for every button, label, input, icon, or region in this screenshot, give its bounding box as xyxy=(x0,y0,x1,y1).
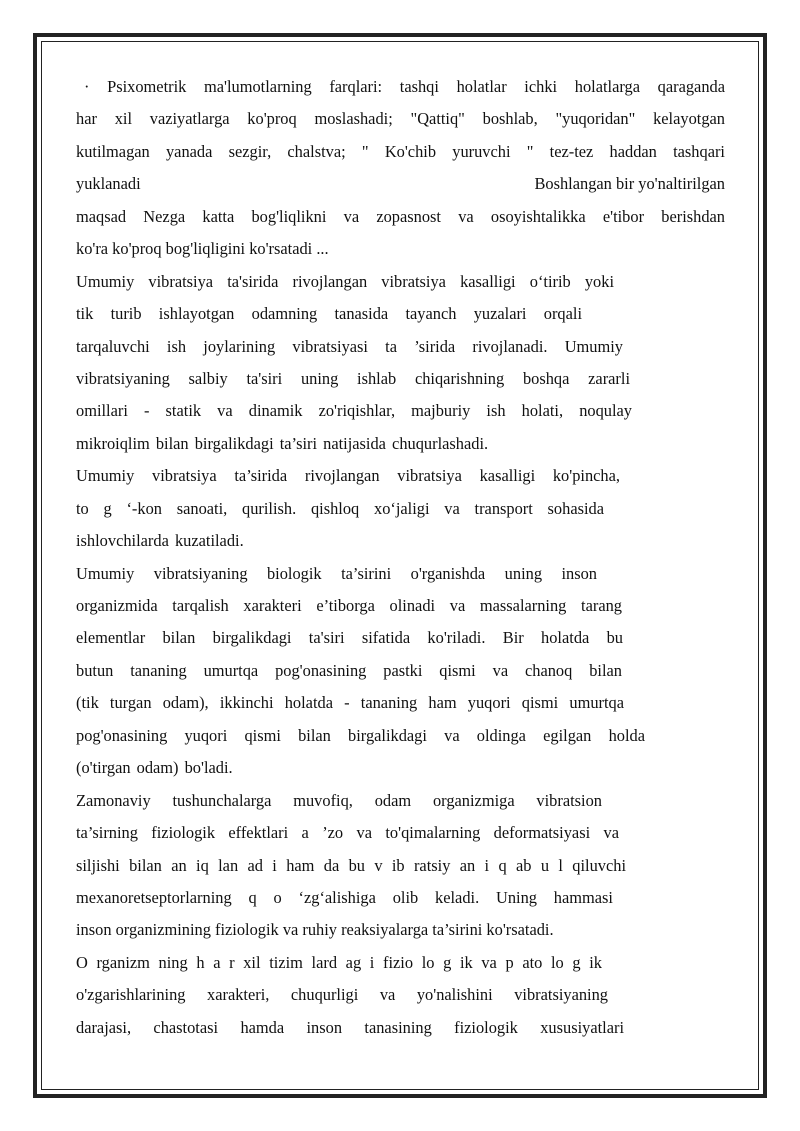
text-line: vibratsiyaning salbiy ta'siri uning ishlab chiqarishning boshqa zararli xyxy=(76,368,630,388)
text-line: Umumiy vibratsiyaning biologik ta’sirini o'rganishda uning inson xyxy=(76,563,597,583)
text-line: · Psixometrik ma'lumotlarning farqlari: tashqi holatlar ichki holatlarga qaraganda xyxy=(84,77,725,96)
text-line: mikroiqlim bilan birgalikdagi ta’siri natijasida chuqurlashadi. xyxy=(76,433,489,453)
text-line xyxy=(76,168,725,200)
text-line: O rganizm ning h a r xil tizim lard ag i fizio lo g ik va p ato lo g ik xyxy=(76,952,602,972)
text-line: darajasi, chastotasi hamda inson tanasining fiziologik xususiyatlari xyxy=(76,1017,624,1037)
text-line: organizmida tarqalish xarakteri e’tiborga olinadi va massalarning tarang xyxy=(76,596,622,615)
text-line: inson organizmining fiziologik va ruhiy reaksiyalarga ta’sirini ko'rsatadi. xyxy=(76,920,554,940)
text-line: ko'ra ko'proq bog'liqligini ko'rsatadi ... xyxy=(76,239,329,259)
text-line: to g ‘-kon sanoati, qurilish. qishloq xo‘jaligi va transport sohasida xyxy=(76,498,604,518)
text-line: mexanoretseptorlarning q o ‘zg‘alishiga olib keladi. Uning hammasi xyxy=(76,887,613,907)
text-line: pog'onasining yuqori qismi bilan birgalikdagi va oldinga egilgan holda xyxy=(76,725,645,745)
text-fragment: Boshlangan bir yo'naltirilgan xyxy=(534,174,725,194)
text-line: siljishi bilan an iq lan ad i ham da bu v ib ratsiy an i q ab u l qiluvchi xyxy=(76,855,626,875)
text-fragment: yuklanadi xyxy=(76,174,141,194)
text-line: butun tananing umurtqa pog'onasining pastki qismi va chanoq bilan xyxy=(76,660,622,680)
text-line: Zamonaviy tushunchalarga muvofiq, odam organizmiga vibratsion xyxy=(76,790,602,810)
text-line: tarqaluvchi ish joylarining vibratsiyasi ta ’sirida rivojlanadi. Umumiy xyxy=(76,336,623,356)
text-line: o'zgarishlarining xarakteri, chuqurligi va yo'nalishini vibratsiyaning xyxy=(76,985,608,1005)
text-line: (o'tirgan odam) bo'ladi. xyxy=(76,758,233,778)
text-line: kutilmagan yanada sezgir, chalstva; " Ko'chib yuruvchi " tez-tez haddan tashqari xyxy=(76,141,725,161)
text-line: elementlar bilan birgalikdagi ta'siri sifatida ko'riladi. Bir holatda bu xyxy=(76,628,623,648)
text-line: har xil vaziyatlarga ko'proq moslashadi; "Qattiq" boshlab, "yuqoridan" kelayotgan xyxy=(76,109,725,129)
text-line: tik turib ishlayotgan odamning tanasida tayanch yuzalari orqali xyxy=(76,304,582,324)
text-line: Umumiy vibratsiya ta’sirida rivojlangan vibratsiya kasalligi ko'pincha, xyxy=(76,466,620,486)
text-line: Umumiy vibratsiya ta'sirida rivojlangan vibratsiya kasalligi o‘tirib yoki xyxy=(76,271,614,291)
text-line: (tik turgan odam), ikkinchi holatda - tananing ham yuqori qismi umurtqa xyxy=(76,693,624,713)
text-line: ta’sirning fiziologik effektlari a ’zo va to'qimalarning deformatsiyasi va xyxy=(76,823,619,843)
text-line: ishlovchilarda kuzatiladi. xyxy=(76,531,244,551)
text-line: maqsad Nezga katta bog'liqlikni va zopasnost va osoyishtalikka e'tibor berishdan xyxy=(76,206,725,226)
document-body xyxy=(76,71,725,1044)
text-line: omillari - statik va dinamik zo'riqishlar, majburiy ish holati, noqulay xyxy=(76,401,632,421)
